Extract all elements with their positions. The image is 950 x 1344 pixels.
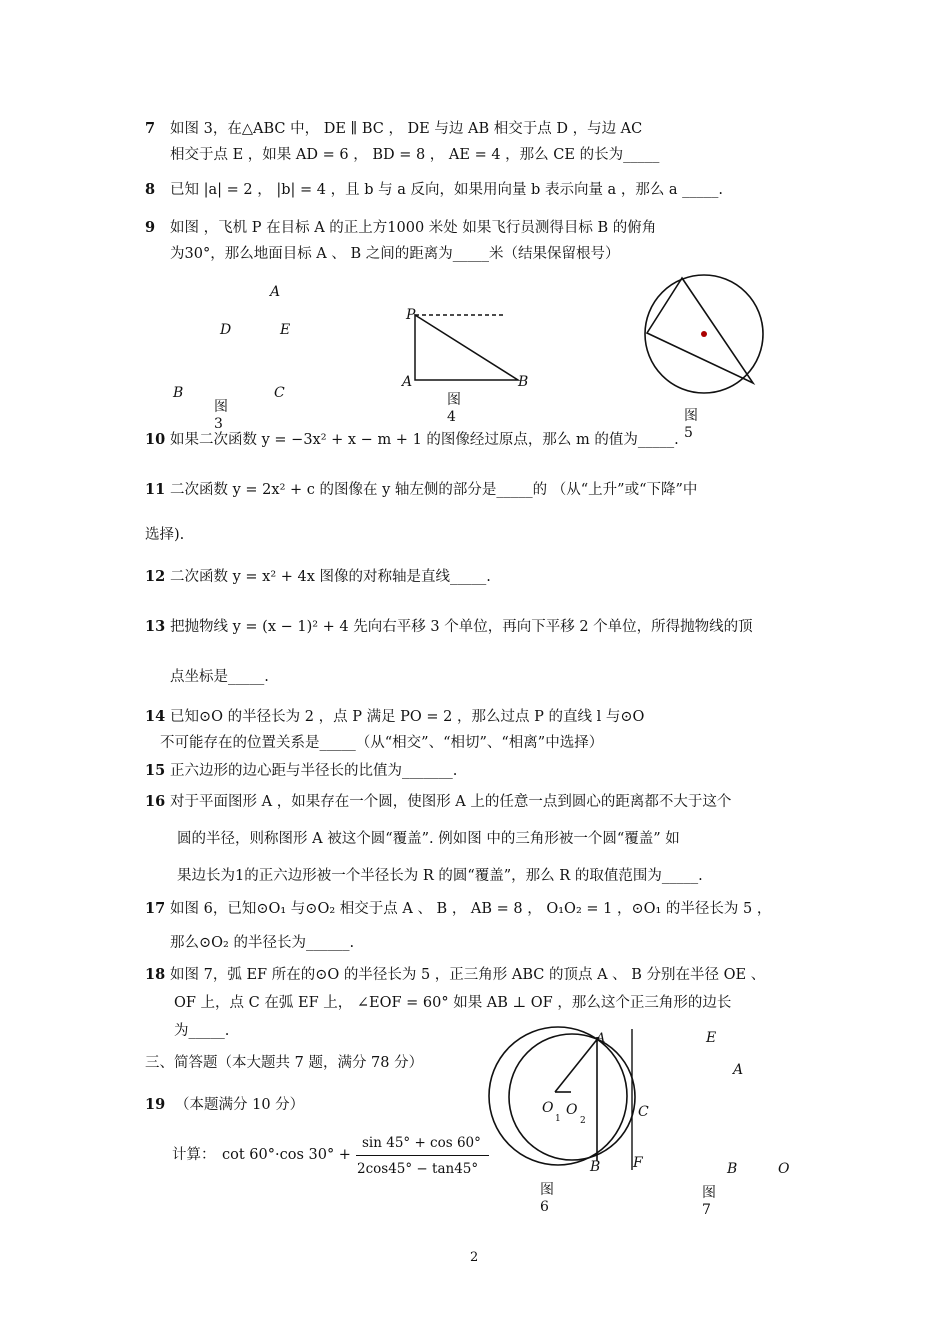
problem-text: 选择).	[145, 527, 185, 543]
figure-5-diagram	[640, 270, 770, 400]
label-b: B	[590, 1159, 601, 1175]
problem-text: 如果二次函数 y = −3x² + x − m + 1 的图像经过原点，那么 m 的值为_____.	[170, 432, 679, 448]
figure-caption: 图 6	[540, 1182, 554, 1215]
problem-text: 如图 6，已知⊙O₁ 与⊙O₂ 相交于点 A 、 B ， AB = 8 ， O₁O₂ = 1 ，⊙O₁ 的半径长为 5 ，	[170, 901, 772, 917]
page-number: 2	[470, 1250, 479, 1265]
figure-caption: 图 4	[447, 392, 461, 425]
fraction-numerator: sin 45° + cos 60°	[362, 1135, 481, 1151]
problem-text: 为_____.	[174, 1023, 230, 1039]
label-c: C	[638, 1104, 649, 1120]
problem-text: 为30°，那么地面目标 A 、 B 之间的距离为_____米（结果保留根号）	[170, 246, 620, 262]
problem-text: 果边长为1的正六边形被一个半径长为 R 的圆“覆盖”，那么 R 的取值范围为_____.	[177, 868, 703, 884]
problem-number: 9	[145, 219, 156, 236]
label-a: A	[402, 374, 413, 390]
problem-number: 13	[145, 618, 166, 635]
label-e: E	[706, 1030, 717, 1046]
problem-number: 19	[145, 1096, 166, 1113]
problem-text: 已知⊙O 的半径长为 2 ，点 P 满足 PO = 2 ，那么过点 P 的直线 l 与⊙O	[170, 709, 645, 725]
problem-text: 圆的半径，则称图形 A 被这个圆“覆盖”. 例如图 中的三角形被一个圆“覆盖” 如	[177, 831, 680, 847]
problem-text: 点坐标是_____.	[170, 669, 269, 685]
problem-text: 如图 3，在△ABC 中， DE ∥ BC ， DE 与边 AB 相交于点 D ，与边 AC	[170, 121, 643, 137]
problem-text: 把抛物线 y = (x − 1)² + 4 先向右平移 3 个单位，再向下平移 2 个单位，所得抛物线的顶	[170, 619, 753, 635]
problem-number: 14	[145, 708, 166, 725]
problem-number: 17	[145, 900, 166, 917]
problem-text: 已知 |a| = 2 ， |b| = 4 ，且 b 与 a 反向，如果用向量 b 表示向量 a ，那么 a _____.	[170, 182, 724, 198]
problem-number: 7	[145, 120, 156, 137]
figure-caption: 图 7	[702, 1185, 716, 1218]
label-o2: O	[566, 1102, 578, 1118]
problem-number: 10	[145, 431, 166, 448]
label-o1: O	[542, 1100, 554, 1116]
section-heading: 三、简答题（本大题共 7 题，满分 78 分）	[145, 1055, 424, 1071]
label-b: B	[518, 374, 529, 390]
figure-caption: 图 5	[684, 408, 698, 441]
problem-number: 15	[145, 762, 166, 779]
problem-header: （本题满分 10 分）	[175, 1097, 305, 1113]
figure-4-diagram	[400, 305, 535, 395]
label-a: A	[596, 1031, 606, 1046]
problem-text: 不可能存在的位置关系是_____（从“相交”、“相切”、“相离”中选择）	[160, 735, 604, 751]
label-p: P	[406, 307, 416, 323]
label-c: C	[274, 385, 285, 401]
label-b: B	[173, 385, 184, 401]
problem-number: 11	[145, 481, 166, 498]
label-d: D	[220, 322, 232, 338]
problem-text: 相交于点 E ，如果 AD = 6 ， BD = 8 ， AE = 4 ，那么 CE 的长为_____	[170, 147, 660, 163]
fraction-denominator: 2cos45° − tan45°	[357, 1161, 479, 1177]
figure-caption: 图 3	[214, 399, 228, 432]
problem-text: OF 上，点 C 在弧 EF 上， ∠EOF = 60° 如果 AB ⊥ OF ，那么这个正三角形的边长	[174, 995, 732, 1011]
problem-number: 16	[145, 793, 166, 810]
problem-number: 12	[145, 568, 166, 585]
calc-label: 计算：	[172, 1147, 216, 1163]
label-o: O	[778, 1161, 790, 1177]
label-b: B	[727, 1161, 738, 1177]
problem-text: 如图 ，飞机 P 在目标 A 的正上方1000 米处 如果飞行员测得目标 B 的俯角	[170, 220, 657, 236]
label-a: A	[270, 284, 281, 300]
label-o2-sub: 2	[580, 1116, 586, 1126]
problem-number: 8	[145, 181, 156, 198]
problem-text: 对于平面图形 A ，如果存在一个圆，使图形 A 上的任意一点到圆心的距离都不大于这个	[170, 794, 732, 810]
figure-6-diagram	[485, 1025, 650, 1170]
problem-text: 正六边形的边心距与半径长的比值为_______.	[170, 763, 458, 779]
problem-number: 18	[145, 966, 166, 983]
problem-text: 二次函数 y = 2x² + c 的图像在 y 轴左侧的部分是_____的 （从“上升”或“下降”中	[170, 482, 698, 498]
label-o1-sub: 1	[555, 1114, 561, 1124]
problem-text: 那么⊙O₂ 的半径长为______.	[170, 935, 355, 951]
calc-expression: cot 60°·cos 30° +	[222, 1147, 351, 1163]
problem-text: 二次函数 y = x² + 4x 图像的对称轴是直线_____.	[170, 569, 491, 585]
label-a: A	[733, 1062, 744, 1078]
problem-text: 如图 7，弧 EF 所在的⊙O 的半径长为 5 ，正三角形 ABC 的顶点 A 、 B 分别在半径 OE 、	[170, 967, 766, 983]
fraction-bar	[356, 1155, 489, 1156]
label-f: F	[633, 1155, 643, 1171]
label-e: E	[280, 322, 291, 338]
